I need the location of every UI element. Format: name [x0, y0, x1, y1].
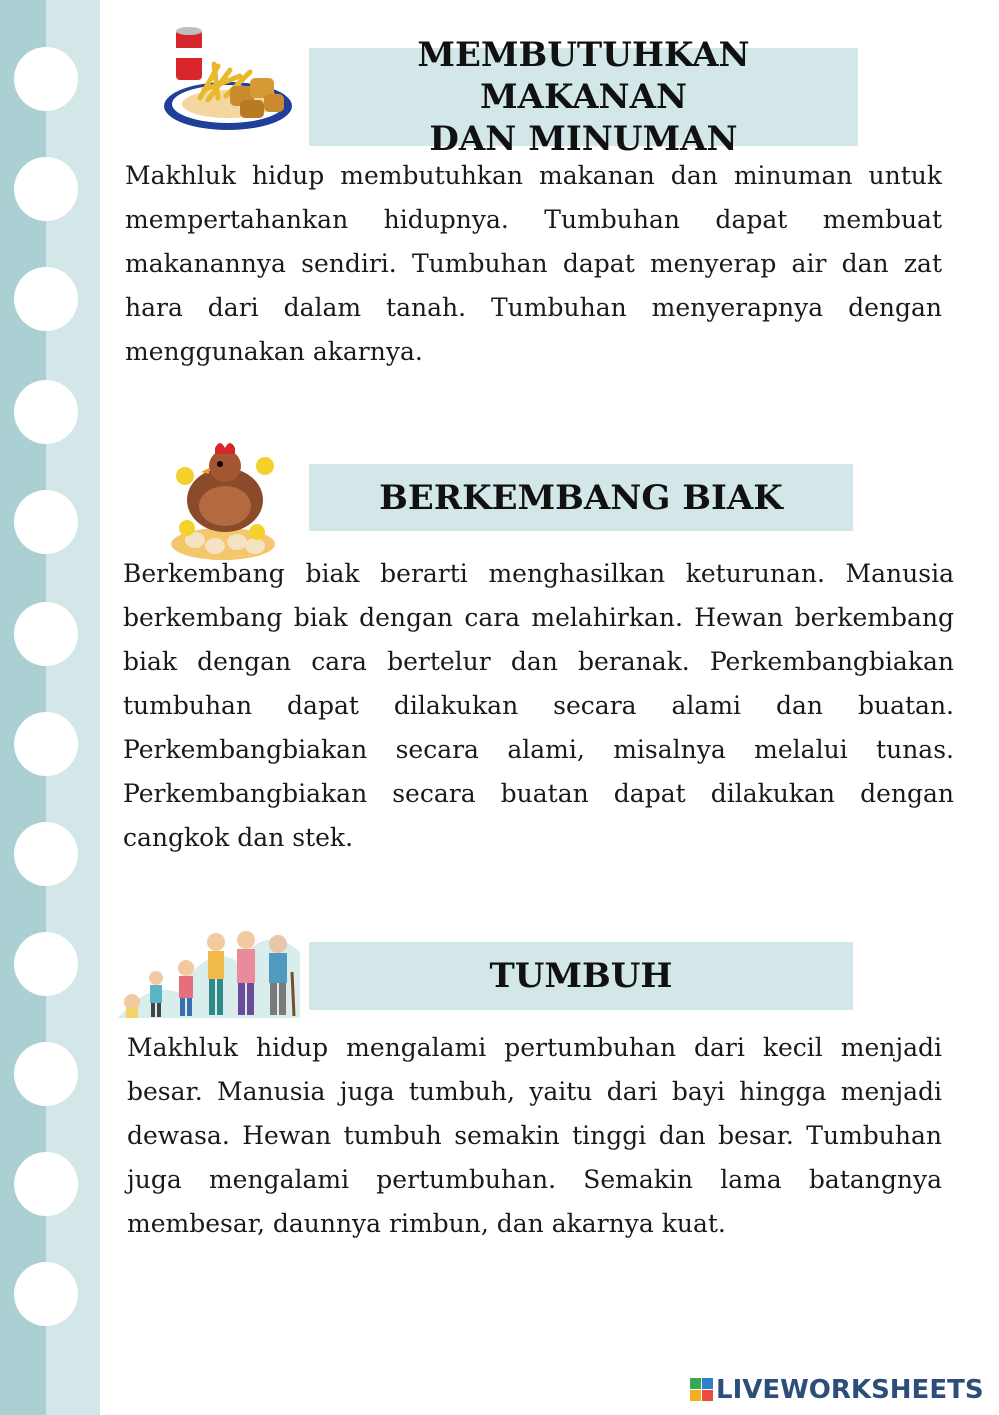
- binding-hole: [14, 932, 78, 996]
- food-plate-icon: [160, 26, 298, 136]
- binding-hole: [14, 712, 78, 776]
- section-paragraph: Berkembang biak berarti menghasilkan keturunan. Manusia berkembang biak dengan cara melahirkan. Hewan berkembang biak dengan cara bertelur dan beranak. Perkembangbiakan tumbuhan dapat dilakukan secara alami dan buatan. Perkembangbiakan secara alami, misalnya melalui tunas. Perkembangbiakan secara buatan dapat dilakukan dengan cangkok dan stek.: [123, 559, 954, 852]
- binding-hole: [14, 380, 78, 444]
- section-paragraph: Makhluk hidup membutuhkan makanan dan minuman untuk mempertahankan hidupnya. Tumbuhan dapat membuat makanannya sendiri. Tumbuhan dapat menyerap air dan zat hara dari dalam tanah. Tumbuhan menyerapnya dengan menggunakan akarnya.: [125, 161, 942, 366]
- section-heading: [309, 35, 858, 159]
- binding-hole: [14, 1042, 78, 1106]
- logo-text: LIVEWORKSHEETS: [716, 1375, 984, 1405]
- hen-chicks-icon: [165, 436, 281, 564]
- section-heading: [309, 942, 853, 1010]
- binding-hole: [14, 47, 78, 111]
- binding-hole: [14, 602, 78, 666]
- section-heading-line: BERKEMBANG BIAK: [379, 477, 783, 518]
- section-paragraph: Makhluk hidup mengalami pertumbuhan dari kecil menjadi besar. Manusia juga tumbuh, yaitu dari bayi hingga menjadi dewasa. Hewan tumbuh semakin tinggi dan besar. Tumbuhan juga mengalami pertumbuhan. Semakin lama batangnya membesar, daunnya rimbun, dan akarnya kuat.: [127, 1033, 942, 1238]
- binding-hole: [14, 1152, 78, 1216]
- human-growth-stages-icon: [118, 922, 300, 1018]
- liveworksheets-logo-icon: [690, 1378, 714, 1402]
- section-heading-line: DAN MINUMAN: [429, 119, 738, 159]
- section-heading-line: TUMBUH: [489, 956, 673, 996]
- binding-hole: [14, 157, 78, 221]
- binding-hole: [14, 267, 78, 331]
- liveworksheets-logo: [690, 1372, 990, 1408]
- section-heading-line: MEMBUTUHKAN MAKANAN: [417, 35, 750, 117]
- binding-hole: [14, 490, 78, 554]
- binding-hole: [14, 1262, 78, 1326]
- binding-hole: [14, 822, 78, 886]
- section-heading: [309, 464, 853, 531]
